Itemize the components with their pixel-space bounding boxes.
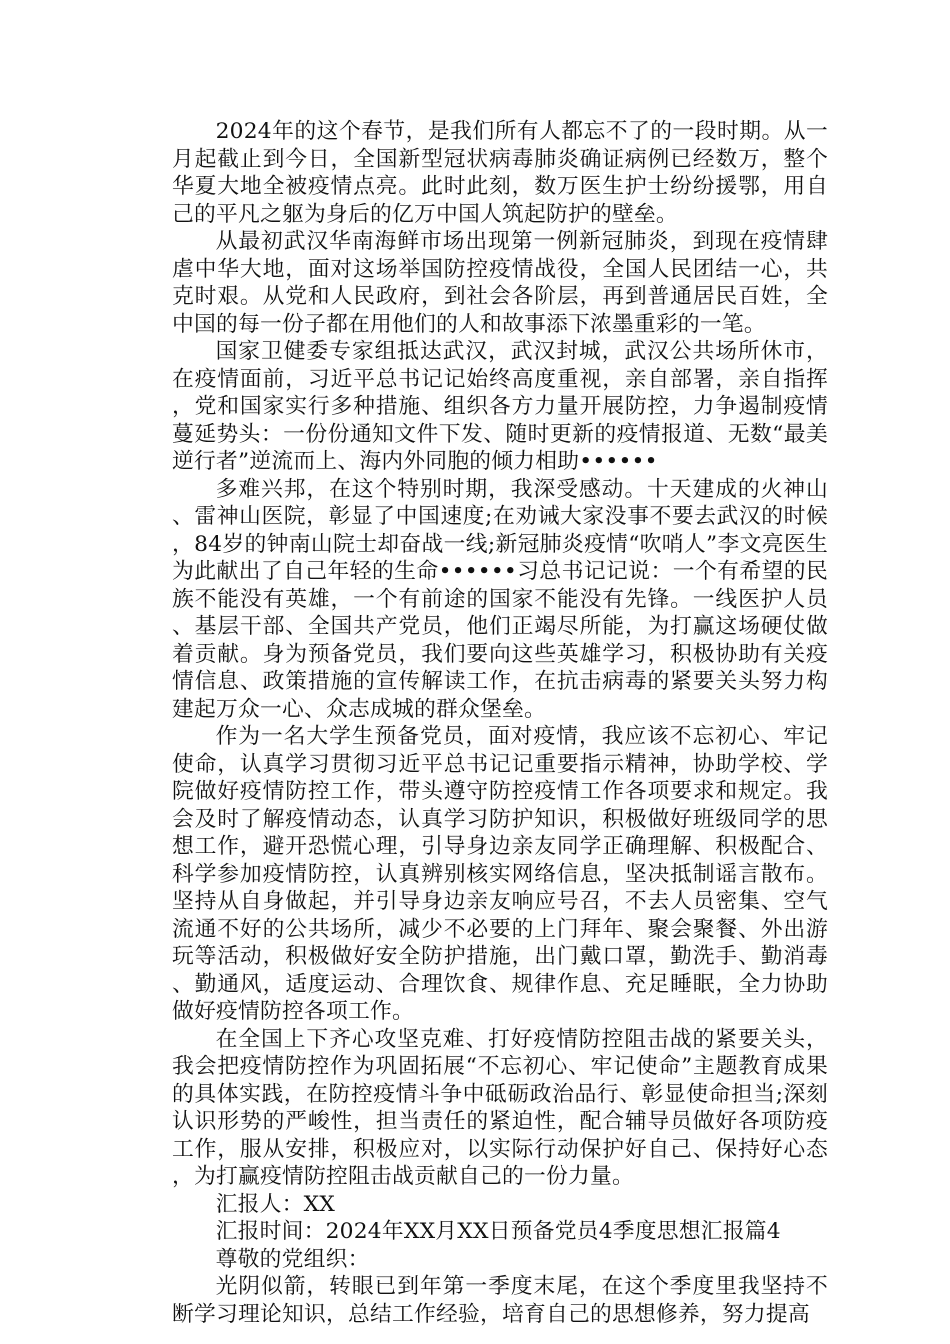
paragraph-wuhan-outbreak: 从最初武汉华南海鲜市场出现第一例新冠肺炎，到现在疫情肆虐中华大地，面对这场举国防控疫情战役，全国人民团结一心，共克时艰。从党和人民政府，到社会各阶层，再到普通居民百姓，全中国的每一份子都在用他们的人和故事添下浓墨重彩的一笔。 <box>172 229 828 337</box>
paragraph-quarter-summary: 光阴似箭，转眼已到年第一季度末尾，在这个季度里我坚持不断学习理论知识，总结工作经验，培育自己的思想修养，努力提高 <box>172 1274 828 1327</box>
paragraph-heroes: 多难兴邦，在这个特别时期，我深受感动。十天建成的火神山、雷神山医院，彰显了中国速度;在劝诫大家没事不要去武汉的时候，84岁的钟南山院士却奋战一线;新冠肺炎疫情“吹哨人”李文亮医生为此献出了自己年轻的生命••••••习总书记记说：一个有希望的民族不能没有英雄，一个有前途的国家不能没有先锋。一线医护人员、基层干部、全国共产党员，他们正竭尽所能，为打赢这场硬仗做着贡献。身为预备党员，我们要向这些英雄学习，积极协助有关疫情信息、政策措施的宣传解读工作，在抗击病毒的紧要关头努力构建起万众一心、众志成城的群众堡垒。 <box>172 476 828 722</box>
paragraph-student-duty: 作为一名大学生预备党员，面对疫情，我应该不忘初心、牢记使命，认真学习贯彻习近平总书记记重要指示精神，协助学校、学院做好疫情防控工作，带头遵守防控疫情工作各项要求和规定。我会及时了解疫情动态，认真学习防护知识，积极做好班级同学的思想工作，避开恐慌心理，引导身边亲友同学正确理解、积极配合、科学参加疫情防控，认真辨别核实网络信息，坚决抵制谣言散布。坚持从自身做起，并引导身边亲友响应号召，不去人员密集、空气流通不好的公共场所，减少不必要的上门拜年、聚会聚餐、外出游玩等活动，积极做好安全防护措施，出门戴口罩，勤洗手、勤消毒、勤通风，适度运动、合理饮食、规律作息、充足睡眠，全力协助做好疫情防控各项工作。 <box>172 724 828 1024</box>
salutation-line: 尊敬的党组织： <box>215 1246 370 1272</box>
report-date-line: 汇报时间：2024年XX月XX日预备党员4季度思想汇报篇4 <box>215 1219 781 1244</box>
document-page <box>172 118 828 1328</box>
reporter-line: 汇报人：XX <box>215 1191 336 1217</box>
paragraph-national-response: 国家卫健委专家组抵达武汉，武汉封城，武汉公共场所休市，在疫情面前，习近平总书记记始终高度重视，亲自部署，亲自指挥，党和国家实行多种措施、组织各方力量开展防控，力争遏制疫情蔓延势头：一份份通知文件下发、随时更新的疫情报道、无数“最美逆行者”逆流而上、海内外同胞的倾力相助•••••• <box>172 339 828 474</box>
paragraph-commitment: 在全国上下齐心攻坚克难、打好疫情防控阻击战的紧要关头，我会把疫情防控作为巩固拓展“不忘初心、牢记使命”主题教育成果的具体实践，在防控疫情斗争中砥砺政治品行、彰显使命担当;深刻认识形势的严峻性，担当责任的紧迫性，配合辅导员做好各项防疫工作，服从安排，积极应对，以实际行动保护好自己、保持好心态，为打赢疫情防控阻击战贡献自己的一份力量。 <box>172 1026 828 1189</box>
paragraph-spring-festival: 2024年的这个春节，是我们所有人都忘不了的一段时期。从一月起截止到今日，全国新型冠状病毒肺炎确证病例已经数万，整个华夏大地全被疫情点亮。此时此刻，数万医生护士纷纷援鄂，用自己的平凡之躯为身后的亿万中国人筑起防护的壁垒。 <box>172 119 828 227</box>
